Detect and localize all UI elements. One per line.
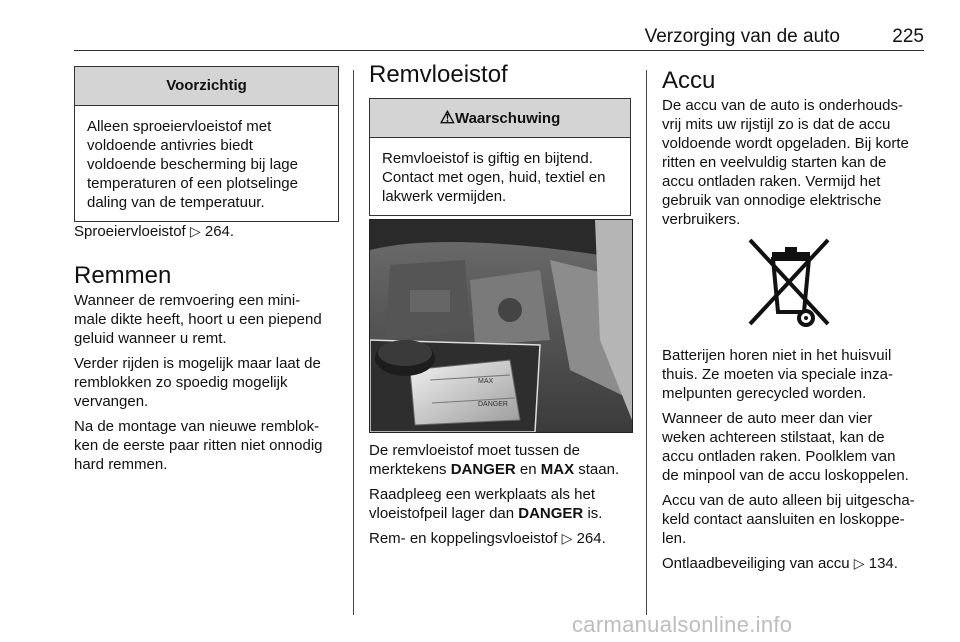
text-line: lakwerk vermijden. [382, 188, 507, 205]
column-divider [646, 70, 647, 615]
page-number: 225 [892, 26, 924, 47]
reference-text: Sproeiervloeistof [74, 223, 186, 240]
page-reference-icon: ▷ [561, 530, 573, 546]
text-line: voldoende bescherming bij lage [87, 156, 298, 173]
washer-fluid-reference[interactable] [74, 222, 340, 247]
reference-text: Ontlaadbeveiliging van accu [662, 555, 850, 572]
reference-text: Rem- en koppelingsvloeistof [369, 530, 558, 547]
brakes-section [74, 261, 344, 480]
warning-text [370, 138, 630, 215]
caution-text [75, 106, 338, 221]
brakes-heading: Remmen [74, 262, 172, 289]
page-header [0, 0, 960, 52]
text-line: Remvloeistof is giftig en bijtend. [382, 150, 593, 167]
battery-paragraph: Batterijen horen niet in het huisvuil thuis. Ze moeten via speciale inza- melpunten gerecycled worden. [662, 347, 893, 402]
page-reference-icon: ▷ [853, 555, 865, 571]
caution-box [74, 66, 339, 222]
danger-marking: DANGER [478, 401, 508, 408]
watermark: carmanualsonline.info [572, 612, 793, 637]
brake-clutch-fluid-reference[interactable] [369, 529, 635, 548]
caution-title: Voorzichtig [75, 67, 338, 106]
brake-fluid-text [369, 441, 635, 554]
warning-triangle-icon: ⚠ [439, 108, 455, 127]
text-line: daling van de temperatuur. [87, 194, 265, 211]
page-reference-icon: ▷ [189, 223, 201, 239]
text-line: Alleen sproeiervloeistof met [87, 118, 272, 135]
reference-page: 264. [204, 223, 235, 240]
brakes-paragraph: Verder rijden is mogelijk maar laat de remblokken zo spoedig mogelijk vervangen. [74, 355, 321, 410]
engine-bay-illustration [370, 220, 632, 432]
text-line: Contact met ogen, huid, textiel en [382, 169, 606, 186]
brake-fluid-heading: Remvloeistof [369, 61, 508, 88]
battery-paragraph: Accu van de auto alleen bij uitgescha- keld contact aansluiten en loskoppe- len. [662, 492, 915, 547]
brakes-paragraph: Wanneer de remvoering een mini- male dikte heeft, hoort u een piepend geluid wanneer u remt. [74, 292, 322, 347]
column-divider [353, 70, 354, 615]
warning-title: Waarschuwing [454, 110, 561, 127]
brake-fluid-paragraph: Raadpleeg een werkplaats als het vloeistofpeil lager dan DANGER is. [369, 486, 603, 522]
crossed-out-bin-icon [740, 232, 840, 332]
header-rule [74, 50, 924, 51]
header-title: Verzorging van de auto [644, 26, 840, 47]
reference-page: 264. [576, 530, 606, 547]
battery-paragraph: Wanneer de auto meer dan vier weken achtereen stilstaat, kan de accu ontladen raken. Poolklem van de minpool van de accu loskoppelen. [662, 410, 909, 484]
brake-fluid-paragraph: De remvloeistof moet tussen de merktekens DANGER en MAX staan. [369, 442, 620, 478]
warning-box [369, 98, 631, 216]
brakes-paragraph: Na de montage van nieuwe remblok- ken de eerste paar ritten niet onnodig hard remmen. [74, 418, 323, 473]
text-line: temperaturen of een plotselinge [87, 175, 298, 192]
brake-fluid-reservoir-photo [369, 219, 633, 433]
battery-discharge-reference[interactable] [662, 554, 934, 573]
max-marking: MAX [478, 378, 494, 385]
reference-page: 134. [868, 555, 898, 572]
text-line: voldoende antivries biedt [87, 137, 253, 154]
warning-title-row [370, 99, 630, 138]
battery-paragraph: De accu van de auto is onderhouds- vrij mits uw rijstijl zo is dat de accu voldoende wordt opgeladen. Bij korte ritten en veelvuldig starten kan de accu ontladen raken. Vermijd het gebruik van onnodige elektrische verbruikers. [662, 97, 909, 228]
battery-heading: Accu [662, 67, 716, 94]
battery-text-lower [662, 346, 934, 579]
